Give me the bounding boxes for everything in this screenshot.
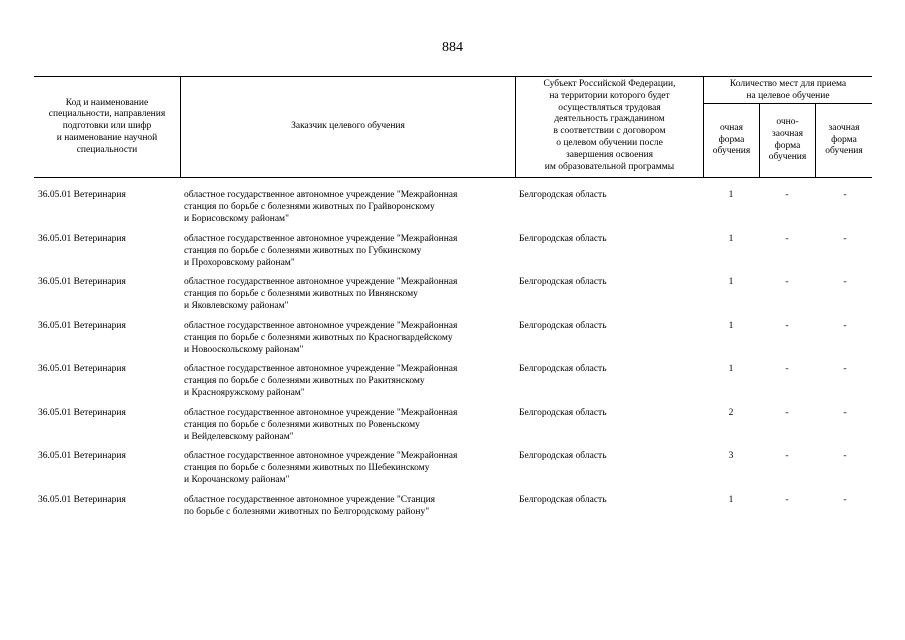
header-customer: Заказчик целевого обучения	[291, 121, 405, 132]
table-row	[0, 234, 905, 278]
header-bottom-border	[34, 177, 872, 178]
table-row	[0, 364, 905, 408]
customer-name: областное государственное автономное учреждение "Межрайонная станция по борьбе с болезнями животных по Грайворонскому и Борисовскому районам"	[184, 190, 458, 224]
full-time-count: 1	[728, 234, 734, 244]
header-specialty: Код и наименование специальности, направления подготовки или шифр и наименование научной специальности	[48, 97, 166, 155]
part-time-count: -	[785, 364, 789, 374]
part-time-count: -	[785, 234, 789, 244]
region: Белгородская область	[519, 451, 607, 461]
full-time-count: 2	[728, 408, 734, 418]
full-time-count: 1	[728, 364, 734, 374]
part-time-count: -	[785, 321, 789, 331]
table-row	[0, 408, 905, 452]
extramural-count: -	[843, 408, 847, 418]
part-time-count: -	[785, 277, 789, 287]
full-time-count: 1	[728, 321, 734, 331]
specialty-code: 36.05.01 Ветеринария	[38, 495, 126, 505]
full-time-count: 3	[728, 451, 734, 461]
header-region: Субъект Российской Федерации, на территории которого будет осуществляться трудовая деятельность гражданином в соответствии с договором о целевом обучении после завершения освоения им образовательной программы	[543, 79, 676, 172]
specialty-code: 36.05.01 Ветеринария	[38, 321, 126, 331]
page-number: 884	[442, 40, 463, 55]
customer-name: областное государственное автономное учреждение "Межрайонная станция по борьбе с болезнями животных по Красногвардейскому и Новооскольскому районам"	[184, 321, 458, 355]
specialty-code: 36.05.01 Ветеринария	[38, 451, 126, 461]
region: Белгородская область	[519, 321, 607, 331]
customer-name: областное государственное автономное учреждение "Межрайонная станция по борьбе с болезнями животных по Губкинскому и Прохоровскому районам"	[184, 234, 458, 268]
customer-name: областное государственное автономное учреждение "Межрайонная станция по борьбе с болезнями животных по Ровеньскому и Вейделевскому районам"	[184, 408, 458, 442]
region: Белгородская область	[519, 364, 607, 374]
customer-name: областное государственное автономное учреждение "Межрайонная станция по борьбе с болезнями животных по Шебекинскому и Корочанскому районам"	[184, 451, 458, 485]
table-row	[0, 277, 905, 321]
part-time-count: -	[785, 190, 789, 200]
full-time-count: 1	[728, 495, 734, 505]
extramural-count: -	[843, 321, 847, 331]
table-row	[0, 190, 905, 234]
extramural-count: -	[843, 495, 847, 505]
part-time-count: -	[785, 408, 789, 418]
region: Белгородская область	[519, 277, 607, 287]
specialty-code: 36.05.01 Ветеринария	[38, 277, 126, 287]
extramural-count: -	[843, 190, 847, 200]
header-places-count: Количество мест для приема на целевое обучение	[729, 79, 847, 101]
header-full-time: очная форма обучения	[712, 122, 751, 157]
extramural-count: -	[843, 277, 847, 287]
part-time-count: -	[785, 451, 789, 461]
region: Белгородская область	[519, 190, 607, 200]
specialty-code: 36.05.01 Ветеринария	[38, 190, 126, 200]
table-row	[0, 495, 905, 539]
specialty-code: 36.05.01 Ветеринария	[38, 234, 126, 244]
table-row	[0, 451, 905, 495]
region: Белгородская область	[519, 408, 607, 418]
extramural-count: -	[843, 451, 847, 461]
full-time-count: 1	[728, 190, 734, 200]
region: Белгородская область	[519, 495, 607, 505]
table-row	[0, 321, 905, 365]
header-part-time: очно- заочная форма обучения	[768, 116, 807, 163]
header-extramural: заочная форма обучения	[825, 122, 863, 157]
customer-name: областное государственное автономное учреждение "Межрайонная станция по борьбе с болезнями животных по Ивнянскому и Яковлевскому районам"	[184, 277, 458, 311]
specialty-code: 36.05.01 Ветеринария	[38, 364, 126, 374]
customer-name: областное государственное автономное учреждение "Межрайонная станция по борьбе с болезнями животных по Ракитянскому и Краснояружскому районам"	[184, 364, 458, 398]
extramural-count: -	[843, 364, 847, 374]
customer-name: областное государственное автономное учреждение "Станция по борьбе с болезнями животных по Белгородскому району"	[184, 495, 436, 517]
extramural-count: -	[843, 234, 847, 244]
region: Белгородская область	[519, 234, 607, 244]
specialty-code: 36.05.01 Ветеринария	[38, 408, 126, 418]
part-time-count: -	[785, 495, 789, 505]
full-time-count: 1	[728, 277, 734, 287]
